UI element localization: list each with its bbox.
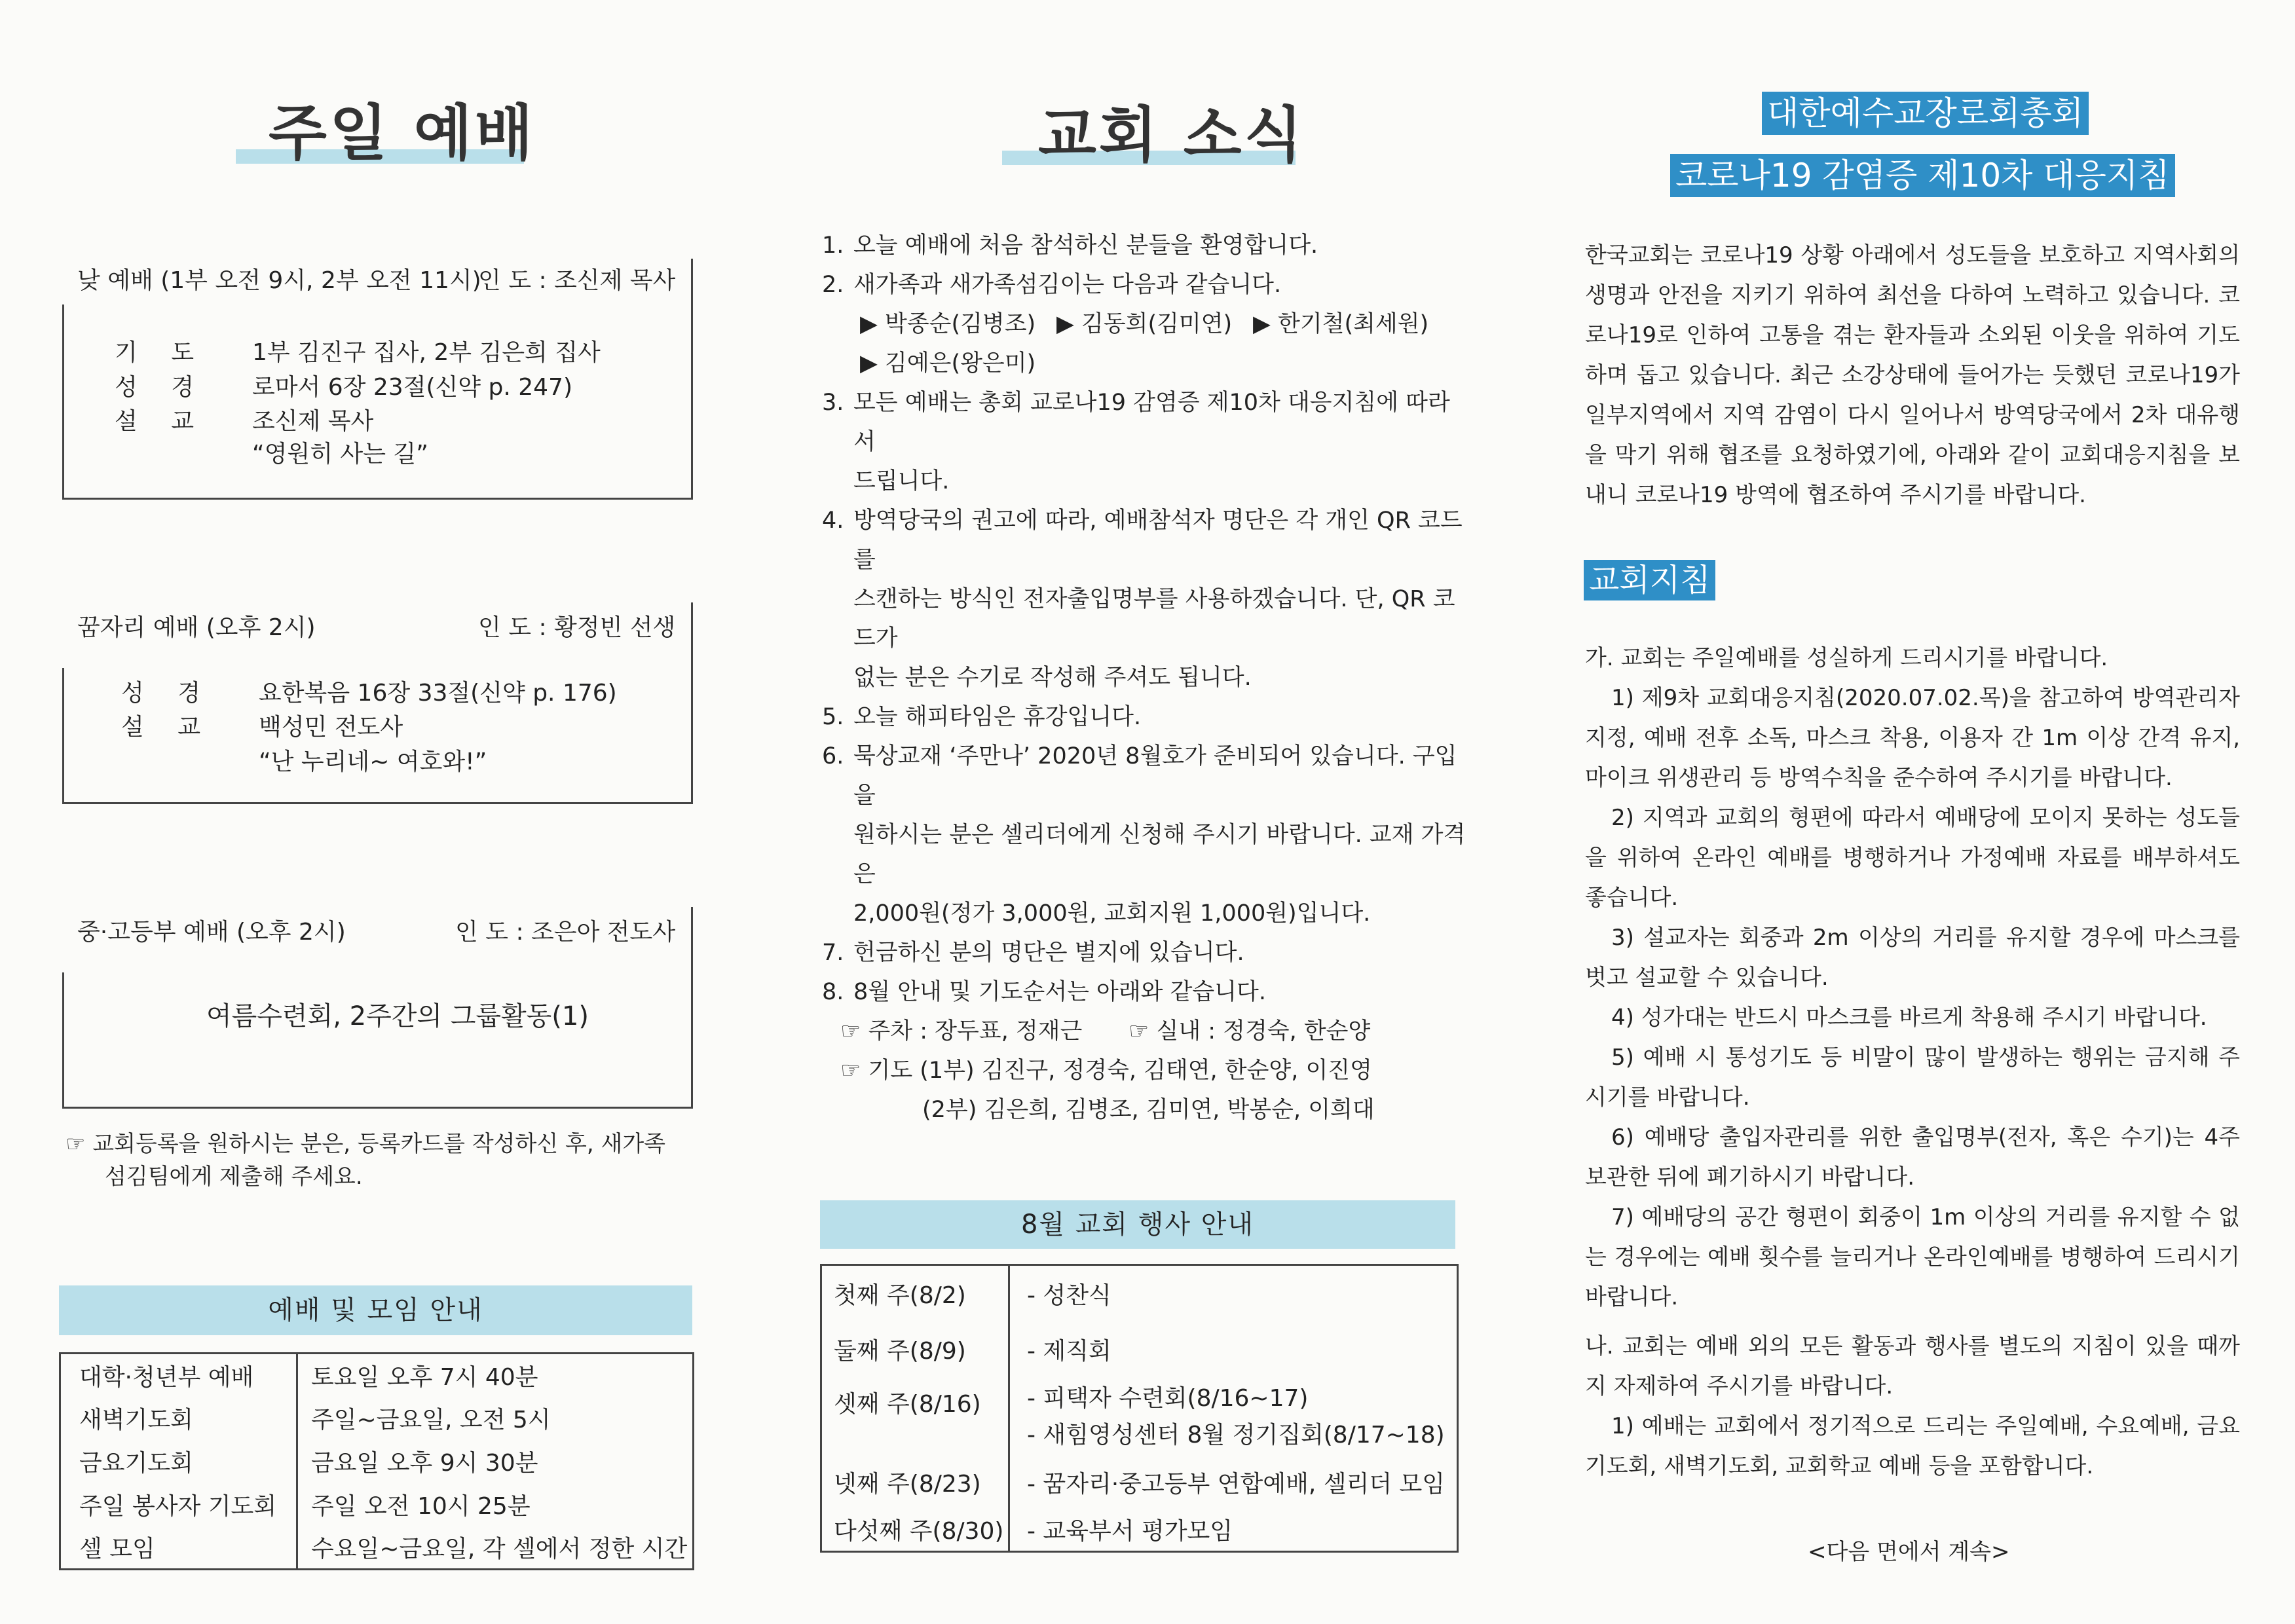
list-item	[822, 265, 1470, 383]
news-line: 8월 안내 및 기도순서는 아래와 같습니다.	[853, 979, 1266, 1005]
indoor-duty: ☞ 실내 : 정경숙, 한순양	[1129, 1018, 1371, 1044]
pair: ▶ 김예은(왕은미)	[860, 350, 1036, 377]
item-number: 4.	[822, 507, 844, 534]
section-title-church-guidelines: 교회지침	[1584, 560, 1715, 600]
page-title-sunday-worship: 주일 예배	[269, 98, 536, 168]
item-number: 6.	[822, 743, 844, 769]
pair: ▶ 한기철(최세원)	[1253, 311, 1429, 337]
table-row	[60, 1440, 694, 1483]
item-number: 3.	[822, 390, 844, 416]
table-row	[60, 1354, 694, 1397]
kids-scripture-value: 요한복음 16장 33절(신약 p. 176)	[259, 680, 617, 707]
meeting-time: 수요일~금요일, 각 셀에서 정한 시간	[311, 1536, 688, 1563]
event-week: 넷째 주(8/23)	[821, 1456, 1009, 1509]
intro-text: 한국교회는 코로나19 상황 아래에서 성도들을 보호하고 지역사회의 생명과 안전을 지키기 위하여 최선을 다하여 노력하고 있습니다. 코로나19로 인하여 고통을 겪는 환자들과 소외된 이웃을 위하여 기도하며 돕고 있습니다. 최근 소강상태에 들어가는 듯했던 코로나19가 일부지역에서 지역 감염이 다시 일어나서 방역당국에서 2차 대유행을 막기 위해 협조를 요청하였기에, 아래와 같이 교회대응지침을 보내니 코로나19 방역에 협조하여 주시기를 바랍니다.	[1585, 242, 2240, 508]
kids-scripture-label: 성 경	[121, 680, 214, 707]
meeting-time: 토요일 오후 7시 40분	[311, 1363, 538, 1391]
guideline-item: 7) 예배당의 공간 형편이 회중이 1m 이상의 거리를 유지할 수 없는 경우에는 예배 횟수를 늘리거나 온라인예배를 병행하여 드리시기 바랍니다.	[1585, 1204, 2240, 1310]
table-row	[60, 1483, 694, 1526]
news-line: 헌금하신 분의 명단은 별지에 있습니다.	[853, 940, 1244, 966]
news-list	[822, 226, 1470, 1130]
item-number: 7.	[822, 940, 844, 966]
news-line: 새가족과 새가족섬김이는 다음과 같습니다.	[853, 272, 1282, 298]
news-line: 오늘 해피타임은 휴강입니다.	[853, 704, 1142, 730]
youth-service-leader: 인 도 : 조은아 전도사	[455, 919, 676, 946]
meeting-name: 새벽기도회	[60, 1397, 297, 1440]
event-items	[1009, 1378, 1458, 1456]
event-item: - 꿈자리·중고등부 연합예배, 셀리더 모임	[1027, 1471, 1446, 1498]
youth-service-header: 중·고등부 예배 (오후 2시)	[77, 919, 346, 946]
list-item	[822, 383, 1470, 501]
kids-sermon-title: “난 누리네~ 여호와!”	[259, 748, 487, 775]
divider	[691, 259, 693, 304]
meeting-name: 셀 모임	[60, 1526, 297, 1570]
day-scripture-value: 로마서 6장 23절(신약 p. 247)	[252, 374, 573, 401]
event-item: - 피택자 수련회(8/16~17)	[1027, 1384, 1309, 1412]
news-line: 드립니다.	[853, 468, 950, 494]
guideline-item: 3) 설교자는 회중과 2m 이상의 거리를 유지할 경우에 마스크를 벗고 설교할 수 있습니다.	[1585, 925, 2240, 991]
item-number: 8.	[822, 979, 844, 1005]
guideline-item: 4) 성가대는 반드시 마스크를 바르게 착용해 주시기 바랍니다.	[1611, 1005, 2207, 1031]
day-prayer-value: 1부 김진구 집사, 2부 김은희 집사	[252, 339, 601, 366]
register-note-line2: 섬김팀에게 제출해 주세요.	[105, 1164, 363, 1190]
event-week: 둘째 주(8/9)	[821, 1321, 1009, 1378]
august-duties	[840, 1012, 1470, 1051]
prayer-duty-2: (2부) 김은희, 김병조, 김미연, 박봉순, 이희대	[922, 1097, 1375, 1123]
day-sermon-value: 조신제 목사	[252, 408, 374, 435]
kids-sermon-label: 설 교	[121, 714, 214, 741]
meeting-time: 주일~금요일, 오전 5시	[311, 1407, 551, 1433]
list-item	[822, 737, 1470, 933]
item-number: 1.	[822, 232, 844, 259]
register-note	[65, 1128, 694, 1193]
guideline-item: 1) 예배는 교회에서 정기적으로 드리는 주일예배, 수요예배, 금요기도회, 새벽기도회, 교회학교 예배 등을 포함합니다.	[1585, 1413, 2240, 1479]
day-prayer-label: 기 도	[115, 339, 207, 366]
kids-sermon-value: 백성민 전도사	[259, 714, 403, 741]
pointing-hand-icon: ☞	[65, 1131, 86, 1157]
event-week: 셋째 주(8/16)	[821, 1378, 1009, 1456]
event-week: 첫째 주(8/2)	[821, 1265, 1009, 1321]
day-scripture-label: 성 경	[115, 374, 207, 401]
item-number: 5.	[822, 704, 844, 730]
kids-service-leader: 인 도 : 황정빈 선생	[478, 614, 676, 641]
guideline-item: 5) 예배 시 통성기도 등 비말이 많이 발생하는 행위는 금지해 주시기를 바랍니다.	[1585, 1044, 2240, 1111]
list-item	[822, 697, 1470, 737]
meeting-name: 대학·청년부 예배	[60, 1354, 297, 1397]
guideline-main-a: 가. 교회는 주일예배를 성실하게 드리시기를 바랍니다.	[1585, 645, 2108, 671]
news-line: 방역당국의 권고에 따라, 예배참석자 명단은 각 개인 QR 코드를	[853, 507, 1463, 573]
guideline-main-b: 나. 교회는 예배 외의 모든 활동과 행사를 별도의 지침이 있을 때까지 자제하여 주시기를 바랍니다.	[1585, 1333, 2240, 1399]
news-line: 2,000원(정가 3,000원, 교회지원 1,000원)입니다.	[853, 900, 1371, 927]
youth-service-content: 여름수련회, 2주간의 그룹활동(1)	[206, 1001, 589, 1031]
event-item: - 성찬식	[1027, 1282, 1111, 1309]
parking-duty: ☞ 주차 : 장두표, 정재근	[840, 1018, 1083, 1044]
table-row	[821, 1265, 1458, 1321]
guideline-item: 1) 제9차 교회대응지침(2020.07.02.목)을 참고하여 방역관리자 지정, 예배 전후 소독, 마스크 착용, 이용자 간 1m 이상 간격 유지, 마이크 위생관리 등 방역수칙을 준수하여 주시기를 바랍니다.	[1585, 685, 2240, 791]
events-title-band: 8월 교회 행사 안내	[820, 1200, 1455, 1249]
news-line: 없는 분은 수기로 작성해 주셔도 됩니다.	[853, 665, 1252, 691]
kids-service-header: 꿈자리 예배 (오후 2시)	[77, 614, 316, 641]
day-sermon-label: 설 교	[115, 408, 207, 435]
guidelines	[1585, 638, 2240, 1486]
table-row	[821, 1509, 1458, 1552]
meeting-time: 금요일 오후 9시 30분	[311, 1450, 538, 1477]
continued-note: <다음 면에서 계속>	[1808, 1539, 2010, 1565]
news-line: 묵상교재 ‘주만나’ 2020년 8월호가 준비되어 있습니다. 구입을	[853, 743, 1457, 809]
news-line: 모든 예배는 총회 교로나19 감염증 제10차 대응지침에 따라서	[853, 390, 1450, 455]
table-row	[60, 1526, 694, 1570]
list-item	[822, 226, 1470, 265]
new-family-pairs	[853, 304, 1470, 344]
prayer-duty-1: ☞ 기도 (1부) 김진구, 정경숙, 김태연, 한순양, 이진영	[840, 1058, 1372, 1084]
events-table	[820, 1264, 1459, 1553]
divider	[691, 602, 693, 668]
table-row	[821, 1378, 1458, 1456]
meeting-name: 금요기도회	[60, 1440, 297, 1483]
item-number: 2.	[822, 272, 844, 298]
list-item	[822, 933, 1470, 972]
list-item	[822, 501, 1470, 697]
event-item: - 제직회	[1027, 1338, 1111, 1365]
day-sermon-title: “영원히 사는 길”	[252, 441, 428, 468]
register-note-line1: 교회등록을 원하시는 분은, 등록카드를 작성하신 후, 새가족	[92, 1131, 666, 1157]
table-row	[60, 1397, 694, 1440]
event-week: 다섯째 주(8/30)	[821, 1509, 1009, 1552]
guideline-item: 2) 지역과 교회의 형편에 따라서 예배당에 모이지 못하는 성도들을 위하여 온라인 예배를 병행하거나 가정예배 자료를 배부하셔도 좋습니다.	[1585, 805, 2240, 911]
meetings-title-band: 예배 및 모임 안내	[59, 1285, 692, 1335]
meeting-time: 주일 오전 10시 25분	[311, 1493, 531, 1520]
table-row	[821, 1456, 1458, 1509]
news-line: 스캔하는 방식인 전자출입명부를 사용하겠습니다. 단, QR 코드가	[853, 586, 1455, 652]
page-title-church-news: 교회 소식	[1038, 100, 1305, 170]
youth-service-box	[62, 972, 693, 1109]
meeting-name: 주일 봉사자 기도회	[60, 1483, 297, 1526]
day-service-header: 낮 예배 (1부 오전 9시, 2부 오전 11시)	[77, 267, 481, 294]
divider	[691, 907, 693, 972]
guideline-title: 코로나19 감염증 제10차 대응지침	[1670, 154, 2175, 197]
event-item: - 새힘영성센터 8월 정기집회(8/17~18)	[1027, 1421, 1445, 1449]
pair: ▶ 김동희(김미연)	[1056, 311, 1233, 337]
day-service-leader: 인 도 : 조신제 목사	[478, 267, 676, 294]
guideline-item: 6) 예배당 출입자관리를 위한 출입명부(전자, 혹은 수기)는 4주 보관한 뒤에 폐기하시기 바랍니다.	[1585, 1124, 2240, 1190]
table-row	[821, 1321, 1458, 1378]
list-item	[822, 972, 1470, 1130]
news-line: 오늘 예배에 처음 참석하신 분들을 환영합니다.	[853, 232, 1318, 259]
event-item: - 교육부서 평가모임	[1027, 1518, 1233, 1545]
meetings-table	[59, 1352, 694, 1570]
pair: ▶ 박종순(김병조)	[860, 311, 1036, 337]
news-line: 원하시는 분은 셀리더에게 신청해 주시기 바랍니다. 교재 가격은	[853, 822, 1466, 887]
intro-paragraph	[1585, 236, 2240, 515]
org-title: 대한예수교장로회총회	[1762, 92, 2089, 135]
